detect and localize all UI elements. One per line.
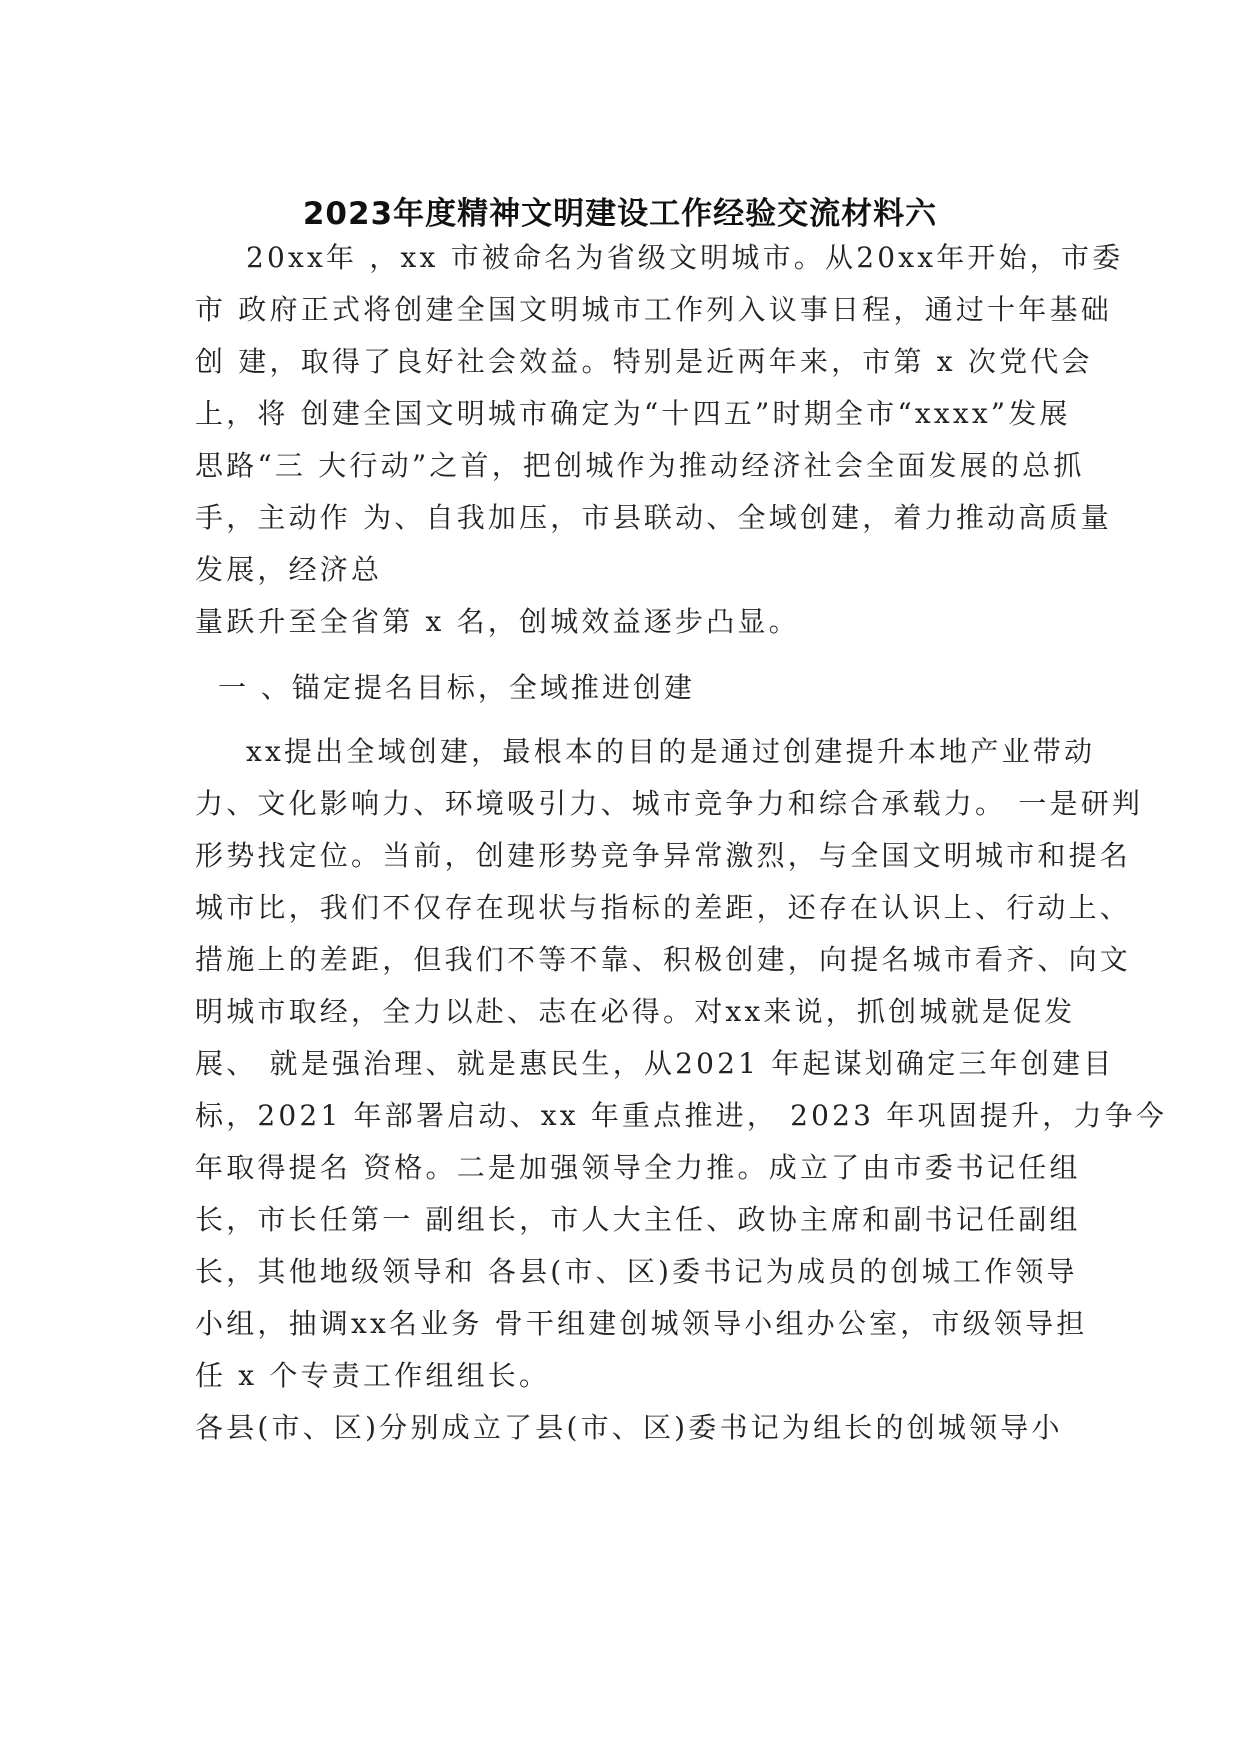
paragraph-line: 长，市长任第一 副组长，市人大主任、政协主席和副书记任副组 [195,1203,1081,1236]
paragraph-line: 创 建，取得了良好社会效益。特别是近两年来，市第 x 次党代会 [195,345,1093,378]
paragraph-line: 上，将 创建全国文明城市确定为“十四五”时期全市“xxxx”发展 [195,397,1071,430]
paragraph-line: 标，2021 年部署启动、xx 年重点推进， 2023 年巩固提升，力争今 [195,1099,1168,1132]
paragraph-line: 发展，经济总 [195,553,383,586]
paragraph-line: 小组，抽调xx名业务 骨干组建创城领导小组办公室，市级领导担 [195,1307,1088,1340]
paragraph-line: 量跃升至全省第 x 名，创城效益逐步凸显。 [195,605,800,638]
paragraph-line: 市 政府正式将创建全国文明城市工作列入议事日程，通过十年基础 [195,293,1112,326]
paragraph-line: 明城市取经，全力以赴、志在必得。对xx来说，抓创城就是促发 [195,995,1076,1028]
paragraph-line: 长，其他地级领导和 各县(市、区)委书记为成员的创城工作领导 [195,1255,1078,1288]
paragraph-line: 城市比，我们不仅存在现状与指标的差距，还存在认识上、行动上、 [195,891,1132,924]
paragraph-line: 展、 就是强治理、就是惠民生，从2021 年起谋划确定三年创建目 [195,1047,1115,1080]
paragraph-line: 手，主动作 为、自我加压，市县联动、全域创建，着力推动高质量 [195,501,1112,534]
paragraph-line: 措施上的差距，但我们不等不靠、积极创建，向提名城市看齐、向文 [195,943,1132,976]
paragraph-line: 思路“三 大行动”之首，把创城作为推动经济社会全面发展的总抓 [195,449,1085,482]
paragraph-line: xx提出全域创建，最根本的目的是通过创建提升本地产业带动 [246,735,1096,768]
paragraph-line: 20xx年 ，xx 市被命名为省级文明城市。从20xx年开始，市委 [246,241,1124,274]
paragraph-line: 力、文化影响力、环境吸引力、城市竞争力和综合承载力。 一是研判 [195,787,1144,820]
paragraph-line: 任 x 个专责工作组组长。 [195,1359,551,1392]
paragraph-line: 各县(市、区)分别成立了县(市、区)委书记为组长的创城领导小 [195,1411,1063,1444]
document-title: 2023年度精神文明建设工作经验交流材料六 [302,196,938,232]
paragraph-line: 形势找定位。当前，创建形势竞争异常激烈，与全国文明城市和提名 [195,839,1132,872]
paragraph-line: 年取得提名 资格。二是加强领导全力推。成立了由市委书记任组 [195,1151,1081,1184]
section-heading: 一 、锚定提名目标，全域推进创建 [218,671,695,704]
